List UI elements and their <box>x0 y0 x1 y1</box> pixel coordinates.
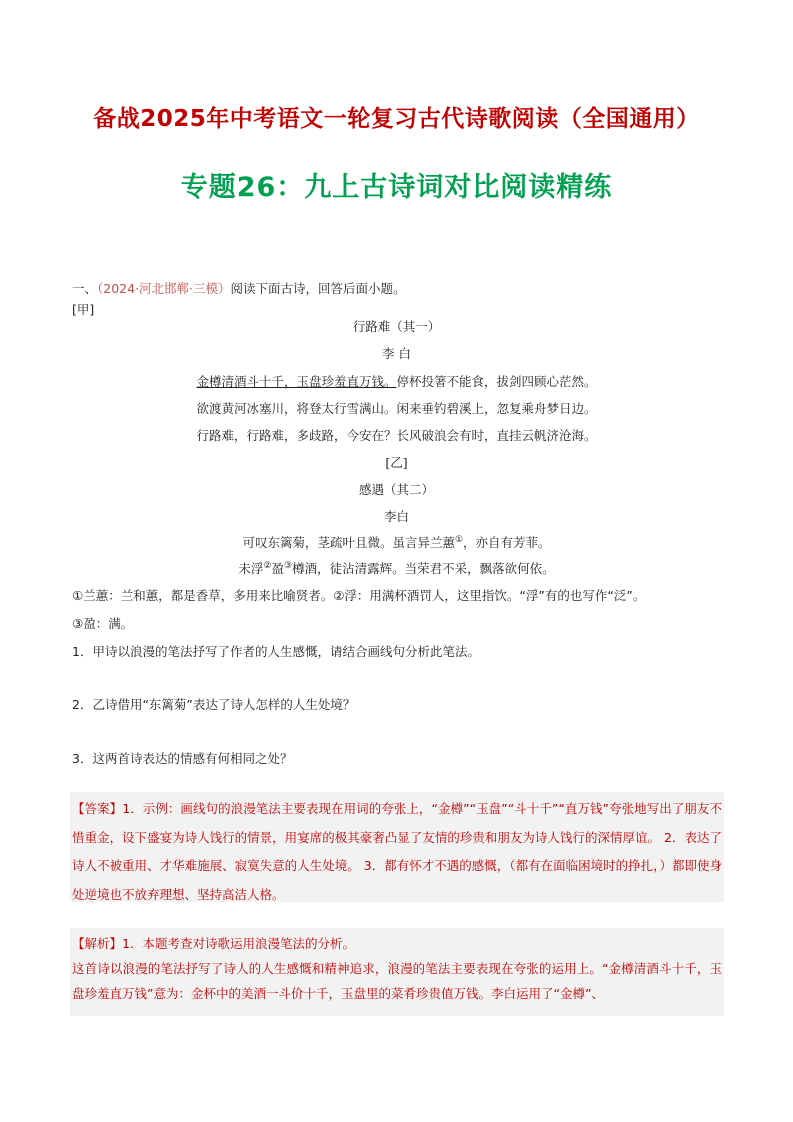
question-number: 一、 <box>72 281 98 296</box>
question-1: 1．甲诗以浪漫的笔法抒写了作者的人生感慨，请结合画线句分析此笔法。 <box>72 644 480 659</box>
poem-a-author: 李 白 <box>382 346 411 361</box>
poem-b-title: 感遇（其二） <box>358 482 434 497</box>
underlined-sentence: 金樽清酒斗十千，玉盘珍羞直万钱。 <box>196 374 397 389</box>
poem-a-line-1 <box>0 372 793 390</box>
document-subtitle: 专题26：九上古诗词对比阅读精练 <box>180 172 613 203</box>
poem-b-line-1 <box>0 533 793 551</box>
question-2: 2．乙诗借用“东篱菊”表达了诗人怎样的人生处境？ <box>72 697 356 712</box>
poem-a-title: 行路难（其一） <box>352 319 441 334</box>
poem-b-line-1-text: 可叹东篱菊，茎疏叶且微。虽言异兰蕙 <box>242 535 455 550</box>
answer-text <box>72 795 722 909</box>
poem-b-line-2-text-end: 樽酒，徒沾清露辉。当荣君不采，飘落欲何依。 <box>292 561 555 576</box>
analysis-text <box>72 931 722 1006</box>
poem-b-line-2-text-mid: 盈 <box>271 561 284 576</box>
answer-content: 1．示例：画线句的浪漫笔法主要表现在用词的夸张上，“金樽”“玉盘”“斗十千”“直万钱”夸张地写出了朋友不惜重金，设下盛宴为诗人饯行的情景，用宴席的极其豪奢凸显了友情的珍贵和朋友为诗人饯行的深情厚谊。 2．表达了诗人不被重用、才华难施展、寂寞失意的人生处境。 3．都有怀才不遇的感慨，（都有在面临困境时的挣扎，）都即使身处逆境也不放弃理想、坚持高洁人格。 <box>72 801 722 902</box>
answer-label: 【答案】 <box>72 801 123 816</box>
question-source: （2024·河北邯郸·三模） <box>97 281 231 296</box>
poem-a-marker: [甲] <box>72 302 95 317</box>
footnote-marker: ② <box>263 560 272 571</box>
poem-b-line-2-text: 未浮 <box>238 561 264 576</box>
poem-a-line-1-rest: 停杯投箸不能食，拔剑四顾心茫然。 <box>396 374 597 389</box>
poem-b-line-1-text-end: ，亦自有芳菲。 <box>463 535 551 550</box>
poem-b-line-2 <box>0 559 793 577</box>
document-title: 备战2025年中考语文一轮复习古代诗歌阅读（全国通用） <box>93 106 700 132</box>
poem-b-marker: [乙] <box>385 455 408 470</box>
poem-b-author: 李白 <box>383 509 409 524</box>
analysis-line-1: 1．本题考查对诗歌运用浪漫笔法的分析。 <box>122 936 355 951</box>
question-3: 3．这两首诗表达的情感有何相同之处？ <box>72 751 293 766</box>
footnote-marker: ③ <box>284 560 293 571</box>
analysis-content: 这首诗以浪漫的笔法抒写了诗人的人生感慨和精神追求，浪漫的笔法主要表现在夸张的运用上。“金樽清酒斗十千，玉盘珍羞直万钱”意为：金杯中的美酒一斗价十千，玉盘里的菜肴珍贵值万钱。李白运用了“金樽”、 <box>72 961 722 1001</box>
analysis-label: 【解析】 <box>72 936 123 951</box>
footnote-marker: ① <box>454 534 464 545</box>
poem-a-line-3: 行路难，行路难，多歧路，今安在？长风破浪会有时，直挂云帆济沧海。 <box>196 428 597 443</box>
poem-a-line-2: 欲渡黄河冰塞川，将登太行雪满山。闲来垂钓碧溪上，忽复乘舟梦日边。 <box>196 401 597 416</box>
question-intro <box>72 279 406 297</box>
footnote-line-1: ①兰蕙：兰和蕙，都是香草，多用来比喻贤者。②浮：用满杯酒罚人，这里指饮。“浮”有的也写作“泛”。 <box>72 588 646 603</box>
question-instruction: 阅读下面古诗，回答后面小题。 <box>230 281 406 296</box>
footnote-line-2: ③盈：满。 <box>72 616 134 631</box>
